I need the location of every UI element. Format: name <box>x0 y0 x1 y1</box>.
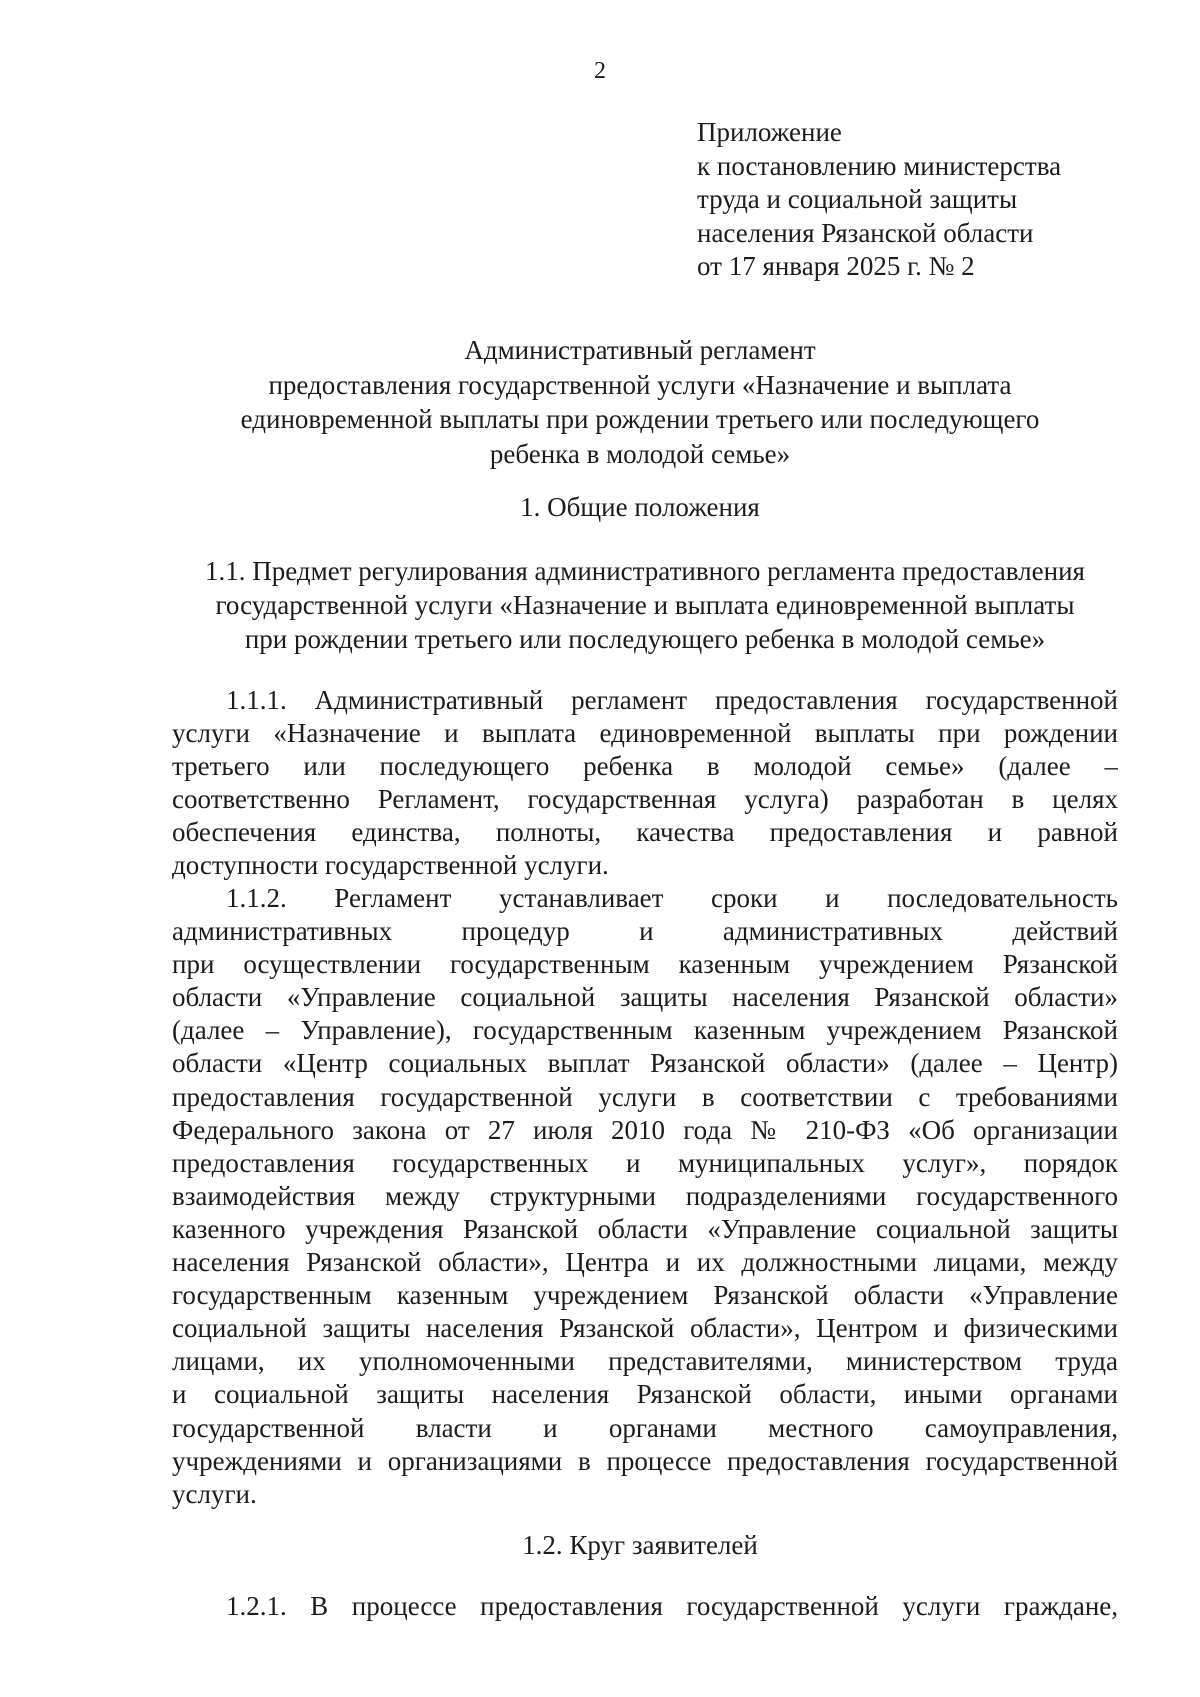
title-line: предоставления государственной услуги «Назначение и выплата <box>268 369 1012 400</box>
paragraph-line: лицами, их уполномоченными представителями, министерством труда <box>172 1346 1118 1377</box>
paragraph-line: государственной власти и органами местного самоуправления, <box>172 1412 1118 1443</box>
paragraph-line: административных процедур и административных действий <box>172 916 1118 947</box>
paragraph-line: казенного учреждения Рязанской области «Управление социальной защиты <box>172 1213 1118 1244</box>
paragraph-line: 1.1.2. Регламент устанавливает сроки и последовательность <box>226 883 1118 913</box>
paragraph-line: населения Рязанской области», Центра и их должностными лицами, между <box>172 1247 1118 1278</box>
document-title <box>150 333 1130 471</box>
paragraph-line: услуги. <box>172 1478 257 1509</box>
paragraph-line: области «Управление социальной защиты населения Рязанской области» <box>172 982 1118 1013</box>
page-number: 2 <box>594 58 606 84</box>
paragraph-line: (далее – Управление), государственным казенным учреждением Рязанской <box>172 1015 1118 1046</box>
paragraph-line: третьего или последующего ребенка в молодой семье» (далее – <box>172 751 1118 782</box>
section-heading-applicants: 1.2. Круг заявителей <box>522 1530 758 1560</box>
paragraph-line: обеспечения единства, полноты, качества предоставления и равной <box>172 817 1118 848</box>
paragraph-line: при осуществлении государственным казенным учреждением Рязанской <box>172 949 1118 980</box>
subsection-heading-1-1 <box>165 554 1125 656</box>
paragraph-1-2-1 <box>172 1590 1118 1623</box>
appendix-block <box>697 116 1167 284</box>
subsection-line: государственной услуги «Назначение и выплата единовременной выплаты <box>215 590 1075 620</box>
appendix-line: Приложение <box>697 117 842 147</box>
paragraph-line: учреждениями и организациями в процессе предоставления государственной <box>172 1445 1118 1476</box>
title-line: Административный регламент <box>464 335 816 365</box>
paragraph-line: предоставления государственных и муниципальных услуг», порядок <box>172 1147 1118 1178</box>
paragraph-line: социальной защиты населения Рязанской области», Центром и физическими <box>172 1313 1118 1344</box>
appendix-line: труда и социальной защиты <box>697 184 1018 214</box>
paragraph-line: 1.2.1. В процессе предоставления государственной услуги граждане, <box>226 1591 1118 1621</box>
appendix-line: населения Рязанской области <box>697 217 1034 248</box>
paragraph-1-1-2 <box>172 882 1118 1511</box>
appendix-line: к постановлению министерства <box>697 150 1062 181</box>
paragraph-line: Федерального закона от 27 июля 2010 года № 210-ФЗ «Об организации <box>172 1114 1118 1145</box>
appendix-line: от 17 января 2025 г. № 2 <box>697 251 975 281</box>
paragraph-line: предоставления государственной услуги в соответствии с требованиями <box>172 1081 1118 1112</box>
paragraph-line: взаимодействия между структурными подразделениями государственного <box>172 1180 1118 1211</box>
paragraph-line: соответственно Регламент, государственная услуга) разработан в целях <box>172 784 1118 815</box>
title-line: единовременной выплаты при рождении третьего или последующего <box>240 404 1040 434</box>
paragraph-line: 1.1.1. Административный регламент предоставления государственной <box>226 685 1118 715</box>
paragraph-line: области «Центр социальных выплат Рязанской области» (далее – Центр) <box>172 1048 1118 1079</box>
paragraph-1-1-1 <box>172 684 1118 883</box>
section-heading-general: 1. Общие положения <box>520 492 760 522</box>
subsection-line: при рождении третьего или последующего ребенка в молодой семье» <box>244 624 1046 654</box>
title-line: ребенка в молодой семье» <box>489 438 791 469</box>
paragraph-line: и социальной защиты населения Рязанской области, иными органами <box>172 1379 1118 1410</box>
paragraph-line: государственным казенным учреждением Рязанской области «Управление <box>172 1280 1118 1311</box>
paragraph-line: услуги «Назначение и выплата единовременной выплаты при рождении <box>172 718 1118 749</box>
paragraph-line: доступности государственной услуги. <box>172 850 609 881</box>
subsection-line: 1.1. Предмет регулирования административного регламента предоставления <box>205 556 1085 586</box>
